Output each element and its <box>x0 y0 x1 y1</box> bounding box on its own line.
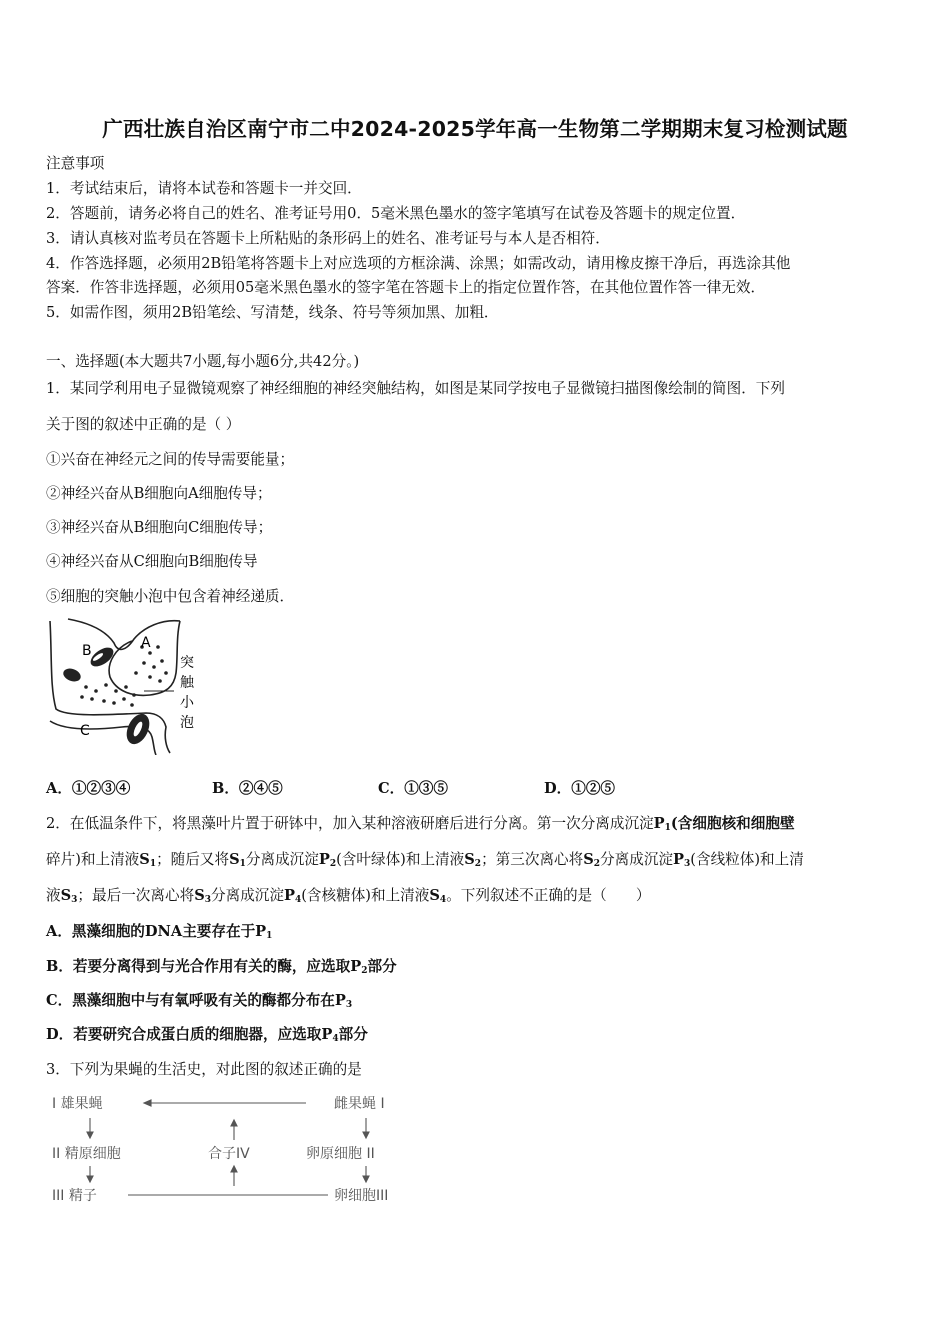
q2-stem-line1: 2．在低温条件下，将黑藻叶片置于研钵中，加入某种溶液研磨后进行分离。第一次分离成沉淀$P_1$(含细胞核和细胞壁 <box>46 815 795 833</box>
q1-option-a[interactable]: A．①②③④ <box>46 780 131 797</box>
side-label-4: 泡 <box>180 715 194 731</box>
node-female: 雌果蝇 I <box>334 1096 385 1112</box>
q1-option-c[interactable]: C．①③⑤ <box>378 780 448 797</box>
node-egg: 卵细胞III <box>334 1188 389 1204</box>
arrowhead <box>231 1166 237 1172</box>
arrowhead <box>87 1176 93 1182</box>
notice-item-3: 3．请认真核对监考员在答题卡上所粘贴的条形码上的姓名、准考证号与本人是否相符． <box>46 230 610 247</box>
node-zygote: 合子IV <box>208 1146 250 1162</box>
notice-item-5: 5．如需作图，须用2B铅笔绘、写清楚，线条、符号等须加黑、加粗． <box>46 304 499 321</box>
q3-stem: 3．下列为果蝇的生活史，对此图的叙述正确的是 <box>46 1061 362 1078</box>
q1-statement-4: ④神经兴奋从C细胞向B细胞传导 <box>46 553 258 570</box>
synaptic-vesicles <box>80 645 168 707</box>
arrowhead <box>363 1132 369 1138</box>
q1-statement-1: ①兴奋在神经元之间的传导需要能量； <box>46 451 295 468</box>
label-a: A <box>141 635 151 651</box>
node-oogonium: 卵原细胞 II <box>306 1146 375 1162</box>
q1-option-d[interactable]: D．①②⑤ <box>544 780 616 797</box>
node-male: I 雄果蝇 <box>52 1096 103 1112</box>
notice-item-4: 4．作答选择题，必须用2B铅笔将答题卡上对应选项的方框涂满、涂黑；如需改动，请用橡皮擦干净后，再选涂其他 <box>46 255 791 272</box>
q1-statement-3: ③神经兴奋从B细胞向C细胞传导； <box>46 519 273 536</box>
fruitfly-lifecycle-diagram <box>48 1090 418 1210</box>
side-label-2: 触 <box>180 675 194 691</box>
arrowhead <box>144 1100 151 1106</box>
label-b: B <box>82 643 92 659</box>
mitochondrion <box>61 666 82 683</box>
notice-heading: 注意事项 <box>46 155 105 172</box>
arrowhead <box>363 1176 369 1182</box>
q2-stem-line3: 液$S_3$；最后一次离心将$S_3$分离成沉淀$P_4$(含核糖体)和上清液$S_4$。下列叙述不正确的是（ ） <box>46 887 651 905</box>
label-c: C <box>80 723 90 739</box>
arrowhead <box>87 1132 93 1138</box>
cell-boundary-a <box>109 621 180 695</box>
notice-item-2: 2．答题前，请务必将自己的姓名、准考证号用0．5毫米黑色墨水的签字笔填写在试卷及答题卡的规定位置． <box>46 205 746 222</box>
q1-statement-2: ②神经兴奋从B细胞向A细胞传导； <box>46 485 272 502</box>
section-heading: 一、选择题(本大题共7小题,每小题6分,共42分。) <box>46 353 360 370</box>
synapse-figure <box>46 617 206 755</box>
q2-option-a[interactable]: A．黑藻细胞的DNA主要存在于$P_1$ <box>46 923 273 941</box>
cell-boundary-b <box>50 621 170 753</box>
side-label-1: 突 <box>180 655 194 671</box>
notice-item-1: 1．考试结束后，请将本试卷和答题卡一并交回． <box>46 180 362 197</box>
q2-option-c[interactable]: C．黑藻细胞中与有氧呼吸有关的酶都分布在$P_3$ <box>46 992 353 1010</box>
node-spermatogonium: II 精原细胞 <box>52 1146 121 1162</box>
q1-stem-line2: 关于图的叙述中正确的是（ ） <box>46 416 241 433</box>
notice-item-4-cont: 答案．作答非选择题，必须用05毫米黑色墨水的签字笔在答题卡上的指定位置作答，在其他位置作答一律无效． <box>46 279 766 296</box>
arrowhead <box>231 1120 237 1126</box>
q1-stem-line1: 1．某同学利用电子显微镜观察了神经细胞的神经突触结构，如图是某同学按电子显微镜扫描图像绘制的简图．下列 <box>46 380 785 397</box>
q2-stem-line2: 碎片)和上清液$S_1$；随后又将$S_1$分离成沉淀$P_2$(含叶绿体)和上清液$S_2$；第三次离心将$S_2$分离成沉淀$P_3$(含线粒体)和上清 <box>46 851 804 869</box>
q2-option-b[interactable]: B．若要分离得到与光合作用有关的酶，应选取$P_2$部分 <box>46 958 397 976</box>
node-sperm: III 精子 <box>52 1188 97 1204</box>
page-title: 广西壮族自治区南宁市二中2024-2025学年高一生物第二学期期末复习检测试题 <box>102 117 848 141</box>
side-label-3: 小 <box>180 695 194 711</box>
q1-statement-5: ⑤细胞的突触小泡中包含着神经递质． <box>46 588 295 605</box>
q1-option-b[interactable]: B．②④⑤ <box>212 780 283 797</box>
q2-option-d[interactable]: D．若要研究合成蛋白质的细胞器，应选取$P_4$部分 <box>46 1026 368 1044</box>
